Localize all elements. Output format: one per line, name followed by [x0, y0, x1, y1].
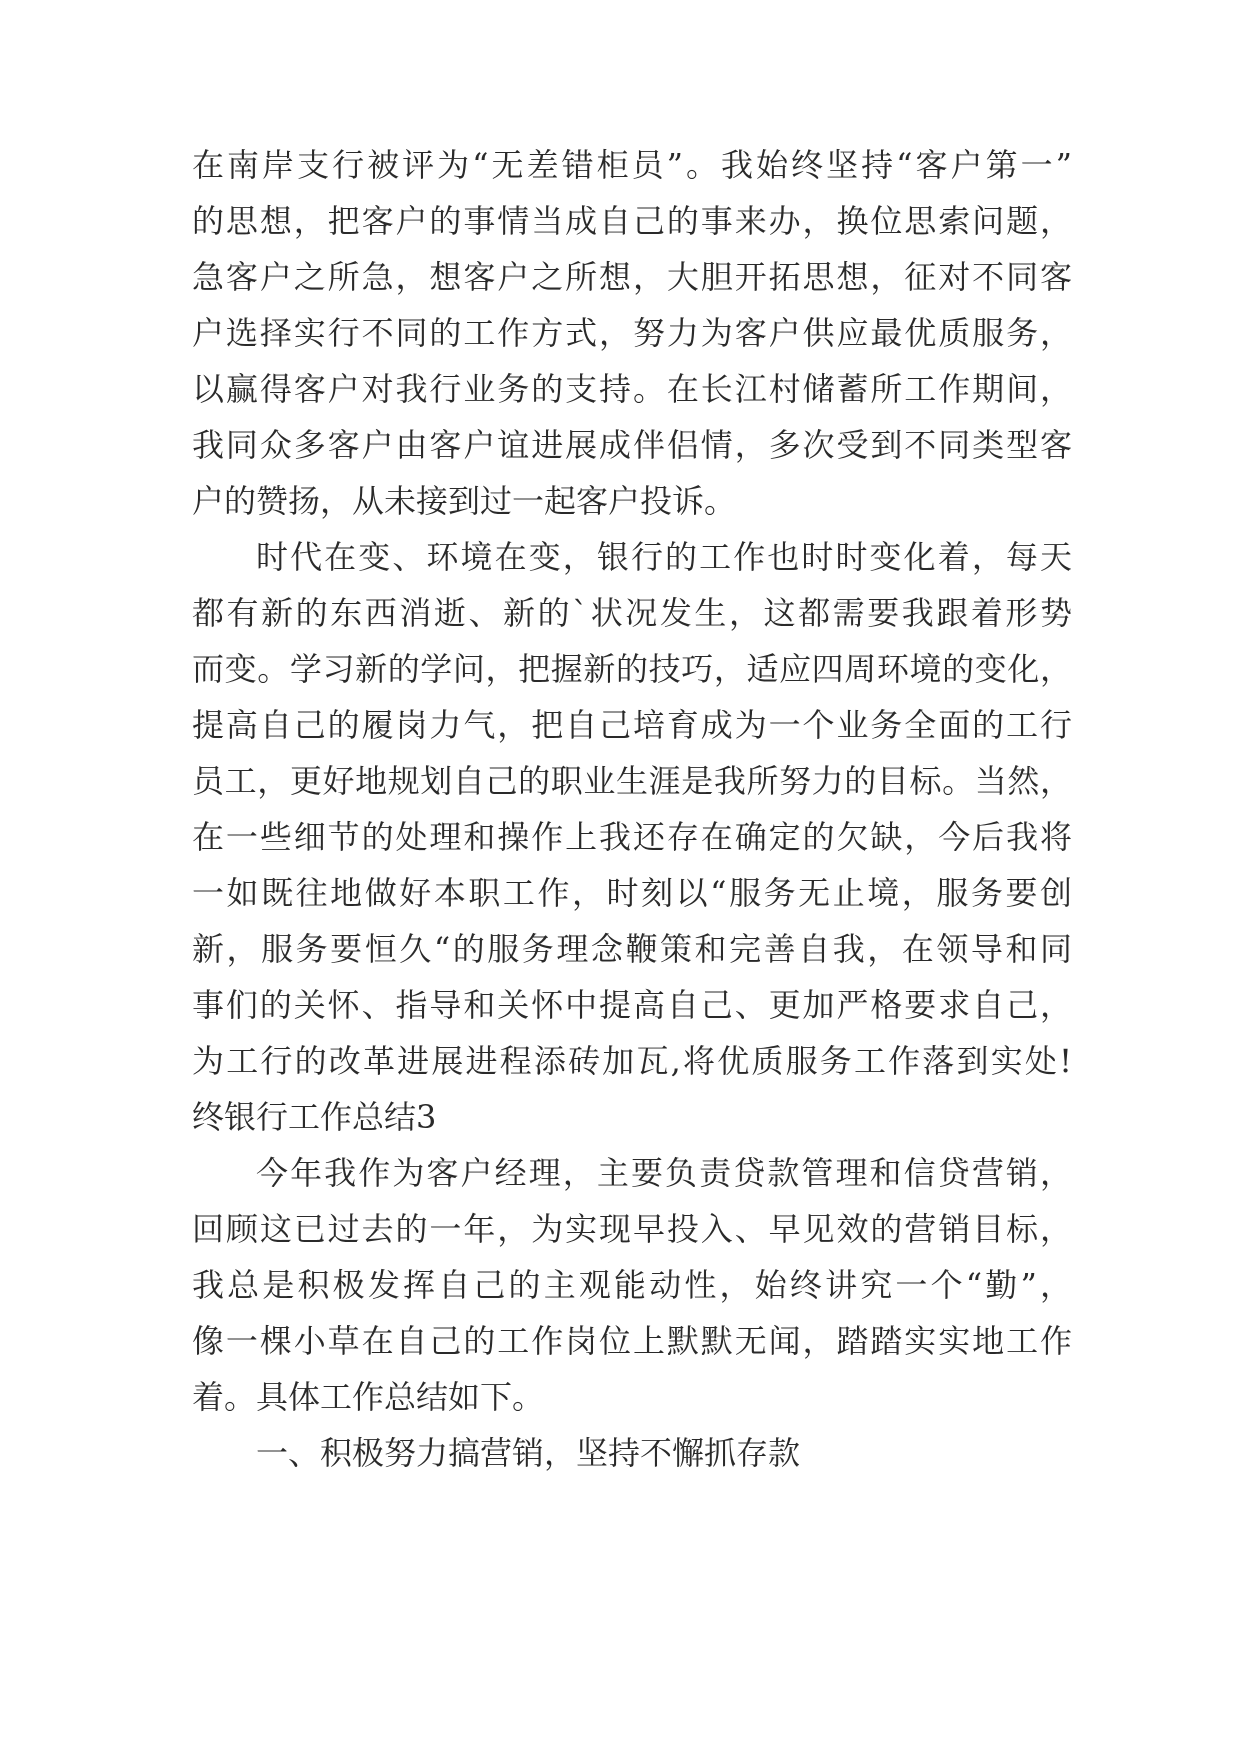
text-line: 以赢得客户对我行业务的支持。在长江村储蓄所工作期间，: [192, 370, 1072, 408]
text-line: 事们的关怀、指导和关怀中提高自己、更加严格要求自己，: [192, 986, 1072, 1024]
text-line: 新，服务要恒久“的服务理念鞭策和完善自我，在领导和同: [192, 930, 1072, 968]
document-body: [192, 137, 1072, 1481]
text-line: 着。具体工作总结如下。: [192, 1378, 545, 1416]
text-line: 提高自己的履岗力气，把自己培育成为一个业务全面的工行: [192, 706, 1072, 744]
text-line: 而变。学习新的学问，把握新的技巧，适应四周环境的变化，: [192, 650, 1072, 688]
text-line: 像一棵小草在自己的工作岗位上默默无闻，踏踏实实地工作: [192, 1322, 1072, 1360]
text-line: 在一些细节的处理和操作上我还存在确定的欠缺，今后我将: [192, 818, 1072, 856]
paragraph-first-line: 今年我作为客户经理，主要负责贷款管理和信贷营销，: [256, 1154, 1072, 1192]
text-line: 我同众多客户由客户谊进展成伴侣情，多次受到不同类型客: [192, 426, 1072, 464]
text-line: 在南岸支行被评为“无差错柜员”。我始终坚持“客户第一”: [192, 146, 1072, 184]
paragraph-first-line: 时代在变、环境在变，银行的工作也时时变化着，每天: [256, 538, 1072, 576]
text-line: 急客户之所急，想客户之所想，大胆开拓思想，征对不同客: [192, 258, 1072, 296]
text-line: 户的赞扬，从未接到过一起客户投诉。: [192, 482, 737, 520]
subsection-heading: 一、积极努力搞营销，坚持不懈抓存款: [256, 1434, 801, 1472]
text-line: 员工，更好地规划自己的职业生涯是我所努力的目标。当然，: [192, 762, 1072, 800]
text-line: 我总是积极发挥自己的主观能动性，始终讲究一个“勤”，: [192, 1266, 1072, 1304]
text-line: 为工行的改革进展进程添砖加瓦,将优质服务工作落到实处!: [192, 1042, 1072, 1080]
text-line: 回顾这已过去的一年，为实现早投入、早见效的营销目标，: [192, 1210, 1072, 1248]
text-line: 一如既往地做好本职工作，时刻以“服务无止境，服务要创: [192, 874, 1072, 912]
text-line: 的思想，把客户的事情当成自己的事来办，换位思索问题，: [192, 202, 1072, 240]
text-line: 户选择实行不同的工作方式，努力为客户供应最优质服务，: [192, 314, 1072, 352]
section-heading: 终银行工作总结3: [192, 1098, 437, 1136]
text-line: 都有新的东西消逝、新的`状况发生，这都需要我跟着形势: [192, 594, 1072, 632]
